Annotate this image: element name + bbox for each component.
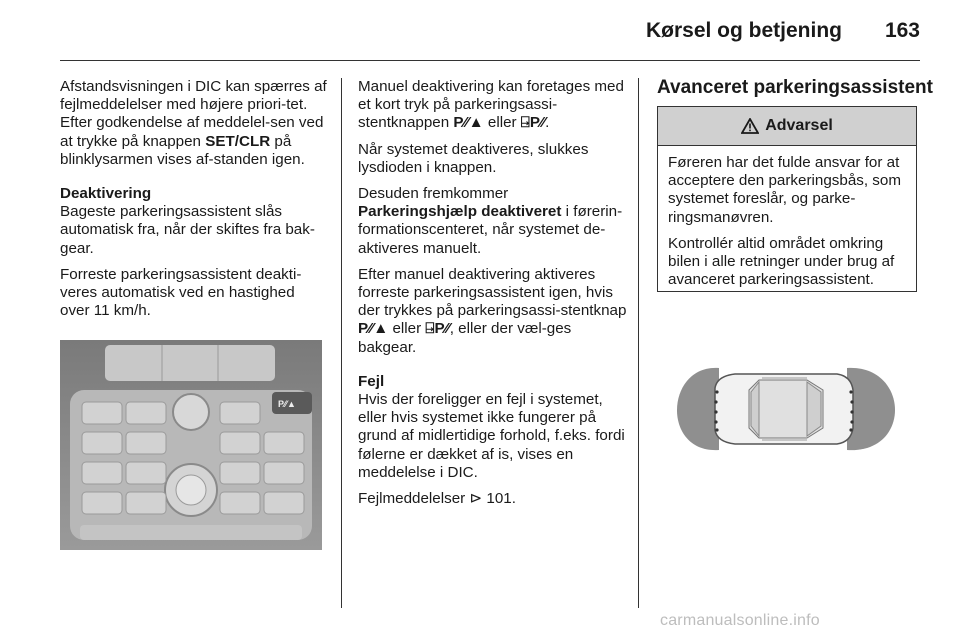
paragraph-rear-deactivation: Bageste parkeringsassistent slås automatisk fra, når der skiftes fra bak-gear. — [60, 203, 315, 257]
advanced-parking-symbol: ⍈P⁄⁄ — [520, 114, 546, 132]
svg-text:P⁄⁄▲: P⁄⁄▲ — [278, 399, 296, 409]
column-1 — [60, 78, 328, 328]
warning-paragraph-1: Føreren har det fulde ansvar for at acceptere den parkeringsbås, som systemet foreslår, og parke-ringsmanøvren. — [668, 154, 902, 226]
heading-fejl: Fejl — [358, 372, 385, 390]
dashboard-console-photo — [60, 340, 322, 550]
parking-assist-symbol: P⁄⁄▲ — [358, 320, 389, 338]
column-2 — [358, 78, 630, 516]
warning-header — [658, 107, 916, 146]
column-divider-2 — [638, 78, 639, 608]
parking-assist-symbol: P⁄⁄▲ — [453, 114, 484, 132]
paragraph-error-reference: Fejlmeddelelser ⊳ 101. — [358, 490, 516, 508]
heading-deaktivering: Deaktivering — [60, 185, 152, 203]
set-clr-label: SET/CLR — [205, 132, 271, 150]
paragraph-front-deactivation: Forreste parkeringsassistent deakti-veres automatisk ved en hastighed over 11 km/h. — [60, 265, 302, 320]
page-reference-arrow-icon: ⊳ — [469, 490, 483, 508]
paragraph-dic-message: Desuden fremkommer Parkeringshjælp deaktiveret i førerin-formationscenteret, når systemet de-aktiveres manuelt. — [358, 185, 623, 257]
page-number: 163 — [884, 19, 920, 42]
warning-label: Advarsel — [765, 117, 833, 134]
paragraph-led-off: Når systemet deaktiveres, slukkes lysdioden i knappen. — [358, 140, 589, 176]
warning-triangle-icon — [741, 118, 759, 134]
header-rule — [60, 60, 920, 61]
column-divider-1 — [341, 78, 342, 608]
watermark: carmanualsonline.info — [660, 612, 820, 629]
header-title: Kørsel og betjening — [645, 19, 842, 42]
paragraph-dic-display: Afstandsvisningen i DIC kan spærres af fejlmeddelelser med højere priori-tet. Efter godkendelse af meddelel-sen ved at trykke på knappen SET/CLR på blinklysarmen vises af-standen igen. — [60, 78, 327, 168]
paragraph-manual-deactivation: Manuel deaktivering kan foretages med et kort tryk på parkeringsassi-stentknappen P⁄⁄▲ eller ⍈P⁄⁄. — [358, 78, 624, 132]
paragraph-fault: Hvis der foreligger en fejl i systemet, eller hvis systemet ikke fungerer på grund af midlertidige forhold, f.eks. fordi følerne er dækket af is, vises en meddelelse i DIC. — [358, 391, 625, 481]
warning-box — [657, 106, 917, 292]
section-title: Avanceret parkeringsassistent — [657, 77, 933, 98]
warning-paragraph-2: Kontrollér altid området omkring bilen i alle retninger under brug af avanceret parkeringsassistent. — [668, 234, 895, 289]
advanced-parking-symbol: ⍈P⁄⁄ — [425, 320, 450, 338]
paragraph-reactivation: Efter manuel deaktivering aktiveres forreste parkeringsassistent igen, hvis der trykkes på parkeringsassi-stentknap P⁄⁄▲ eller ⍈P⁄⁄, eller der væl-ges bakgear. — [358, 265, 627, 356]
parking-sensor-diagram — [657, 306, 920, 512]
